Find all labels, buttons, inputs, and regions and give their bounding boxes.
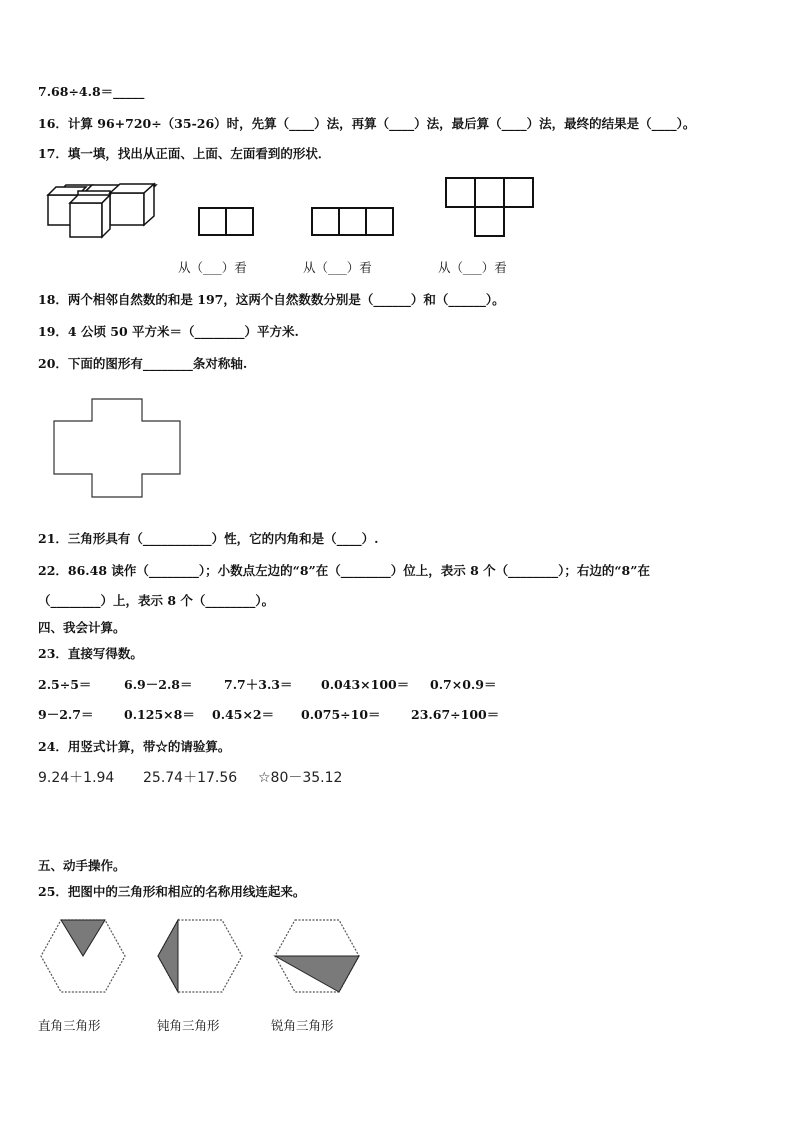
question-24: 24．用竖式计算，带☆的请验算。 <box>38 739 231 754</box>
calc-item: 7.7＋3.3＝ <box>224 677 293 692</box>
view-caption-1: 从（___）看 <box>178 260 247 275</box>
question-20: 20．下面的图形有________条对称轴. <box>38 356 248 371</box>
question-19: 19．4 公顷 50 平方米＝（________）平方米. <box>38 324 299 339</box>
section-5-heading: 五、动手操作。 <box>38 858 126 873</box>
view-shape-t-shape <box>445 177 537 239</box>
view-shape-three-squares <box>311 207 399 239</box>
question-25: 25．把图中的三角形和相应的名称用线连起来。 <box>38 884 306 899</box>
question-22-line-2: （________）上，表示 8 个（________）。 <box>38 593 275 608</box>
vertical-calc-item: ☆80－35.12 <box>258 770 343 786</box>
question-23: 23．直接写得数。 <box>38 646 143 661</box>
question-21: 21．三角形具有（___________）性，它的内角和是（____）. <box>38 531 379 546</box>
calc-item: 0.043×100＝ <box>321 677 410 692</box>
calc-item: 0.7×0.9＝ <box>430 677 497 692</box>
calc-item: 23.67÷100＝ <box>411 707 500 722</box>
hexagon-figure-3 <box>273 918 361 996</box>
calc-item: 6.9－2.8＝ <box>124 677 193 692</box>
view-caption-3: 从（___）看 <box>438 260 507 275</box>
hexagon-figure-2 <box>156 918 244 996</box>
view-shape-two-squares <box>198 207 258 239</box>
question-17: 17．填一填，找出从正面、上面、左面看到的形状． <box>38 146 331 161</box>
vertical-calc-item: 9.24＋1.94 <box>38 770 115 786</box>
view-caption-2: 从（___）看 <box>303 260 372 275</box>
hexagon-figure-1 <box>39 918 127 996</box>
calc-item: 2.5÷5＝ <box>38 677 92 692</box>
triangle-name-1: 直角三角形 <box>38 1018 101 1033</box>
question-15: 7.68÷4.8＝_____ <box>38 84 145 99</box>
calc-item: 9－2.7＝ <box>38 707 94 722</box>
question-18: 18．两个相邻自然数的和是 197，这两个自然数数分别是（______）和（______）。 <box>38 292 505 307</box>
question-22-line-1: 22．86.48 读作（________）；小数点左边的“8”在（________）位上，表示 8 个（________）；右边的“8”在 <box>38 563 650 578</box>
cube-figure <box>46 183 166 243</box>
section-4-heading: 四、我会计算。 <box>38 620 126 635</box>
vertical-calc-item: 25.74＋17.56 <box>143 770 238 786</box>
triangle-name-3: 锐角三角形 <box>271 1018 334 1033</box>
calc-item: 0.125×8＝ <box>124 707 195 722</box>
question-16: 16．计算 96+720÷（35-26）时，先算（____）法，再算（____）法，最后算（____）法，最终的结果是（____）。 <box>38 116 696 131</box>
calc-item: 0.45×2＝ <box>212 707 275 722</box>
calc-item: 0.075÷10＝ <box>301 707 381 722</box>
triangle-name-2: 钝角三角形 <box>157 1018 220 1033</box>
cross-shape-figure <box>53 398 183 500</box>
